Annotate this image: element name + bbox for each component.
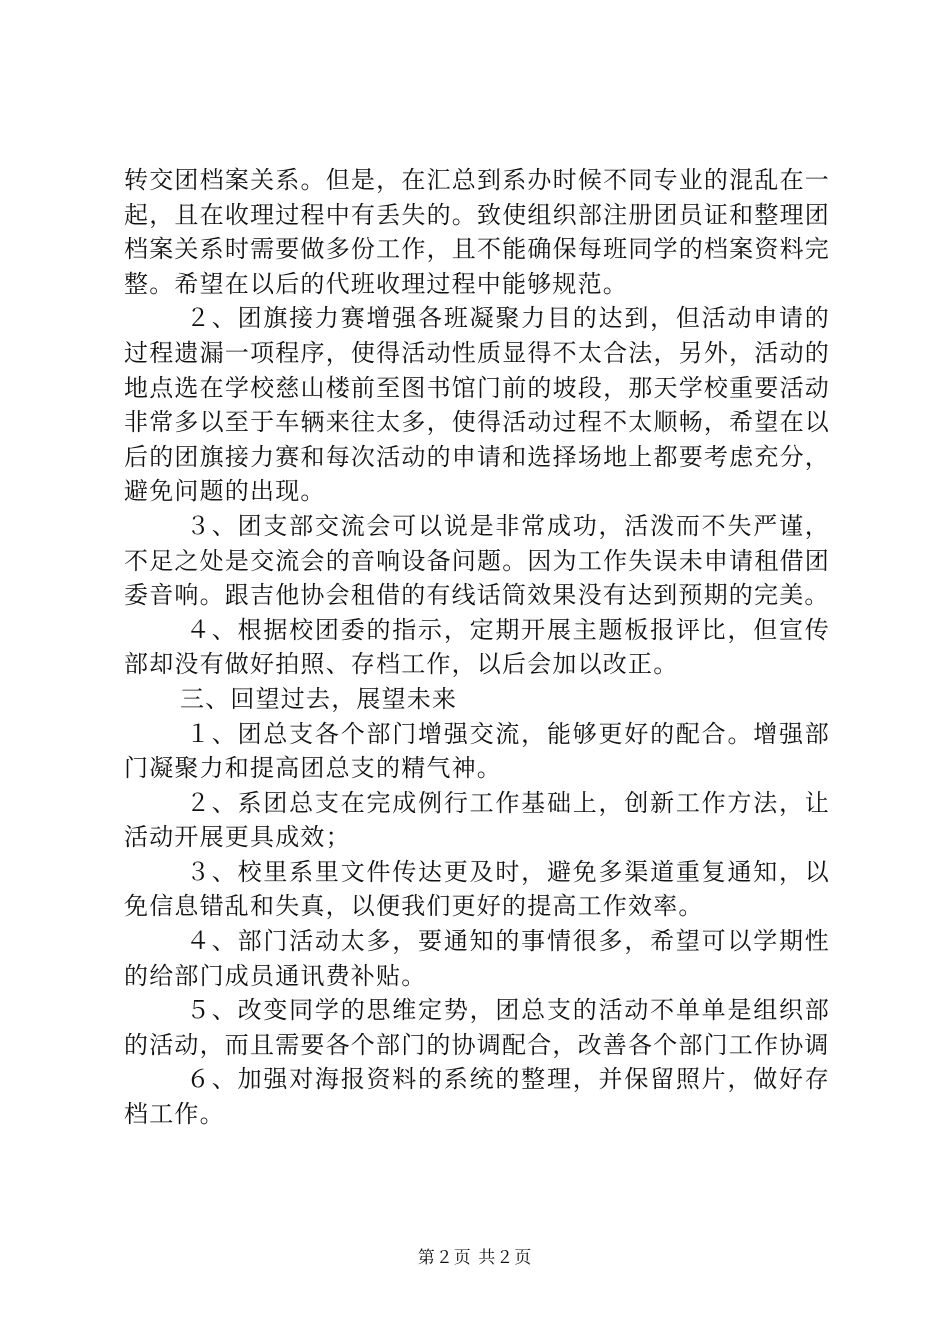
page-number-footer: 第２页 共２页 (417, 1248, 533, 1268)
paragraph-exchange-meeting: ３、团支部交流会可以说是非常成功，活泼而不失严谨，不足之处是交流会的音响设备问题。因为工作失误未申请租借团委音响。跟吉他协会租借的有线话筒效果没有达到预期的完美。 (124, 511, 830, 610)
document-body (124, 163, 830, 1132)
paragraph-outlook-5: ５、改变同学的思维定势，团总支的活动不单单是组织部的活动，而且需要各个部门的协调配合，改善各个部门工作协调 (124, 996, 830, 1059)
paragraph-outlook-3: ３、校里系里文件传达更及时，避免多渠道重复通知，以免信息错乱和失真，以便我们更好的提高工作效率。 (124, 857, 830, 921)
paragraph-relay-race: ２、团旗接力赛增强各班凝聚力目的达到，但活动申请的过程遗漏一项程序，使得活动性质显得不太合法，另外，活动的地点选在学校慈山楼前至图书馆门前的坡段，那天学校重要活动非常多以至于车辆来往太多，使得活动过程不太顺畅，希望在以后的团旗接力赛和每次活动的申请和选择场地上都要考虑充分，避免问题的出现。 (124, 304, 830, 506)
paragraph-outlook-2: ２、系团总支在完成例行工作基础上，创新工作方法，让活动开展更具成效； (124, 788, 830, 852)
paragraph-outlook-6: ６、加强对海报资料的系统的整理，并保留照片，做好存档工作。 (124, 1065, 830, 1129)
paragraph-outlook-4: ４、部门活动太多，要通知的事情很多，希望可以学期性的给部门成员通讯费补贴。 (124, 927, 830, 990)
section-heading-outlook: 三、回望过去，展望未来 (180, 684, 458, 713)
paragraph-blackboard-review: ４、根据校团委的指示，定期开展主题板报评比，但宣传部却没有做好拍照、存档工作，以后会加以改正。 (124, 615, 830, 679)
paragraph-archive-transfer: 转交团档案关系。但是，在汇总到系办时候不同专业的混乱在一起，且在收理过程中有丢失的。致使组织部注册团员证和整理团档案关系时需要做多份工作，且不能确保每班同学的档案资料完整。希望在以后的代班收理过程中能够规范。 (124, 166, 830, 298)
paragraph-outlook-1: １、团总支各个部门增强交流，能够更好的配合。增强部门凝聚力和提高团总支的精气神。 (124, 719, 830, 783)
